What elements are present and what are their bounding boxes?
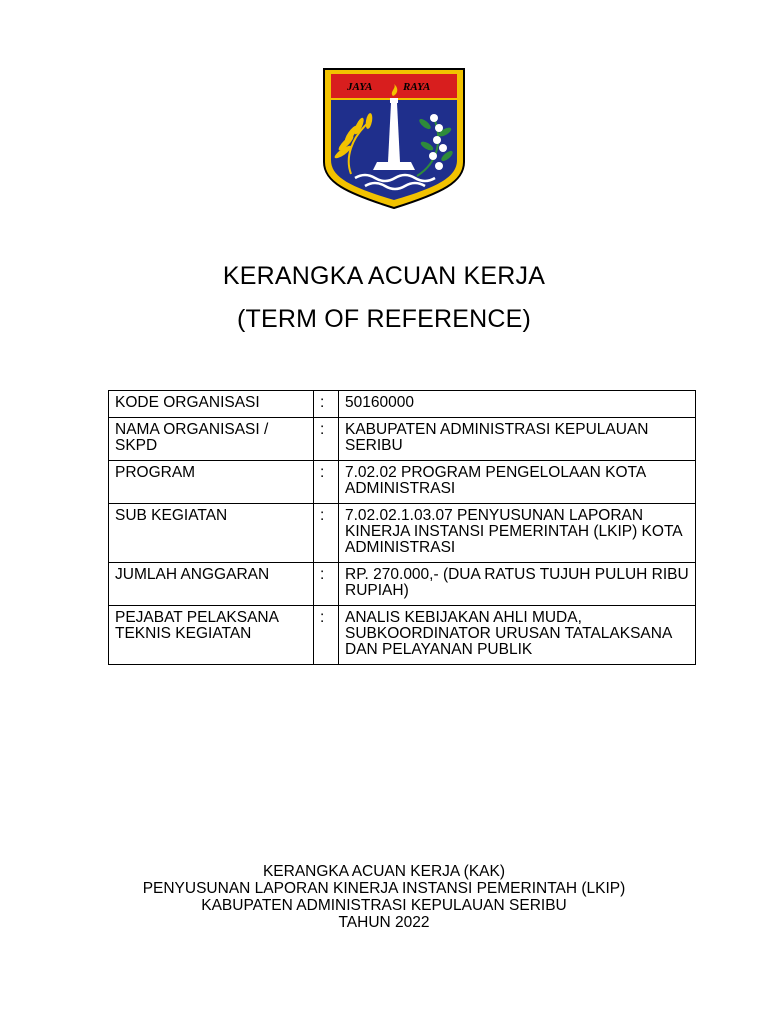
row-value: 7.02.02.1.03.07 PENYUSUNAN LAPORAN KINERJA INSTANSI PEMERINTAH (LKIP) KOTA ADMINISTRASI — [339, 504, 696, 563]
table-row — [109, 606, 696, 665]
row-label: JUMLAH ANGGARAN — [109, 563, 314, 606]
footer-line-year: TAHUN 2022 — [338, 914, 430, 931]
motto-left-text: JAYA — [347, 81, 373, 93]
table-row — [109, 391, 696, 418]
row-value: RP. 270.000,- (DUA RATUS TUJUH PULUH RIBU RUPIAH) — [339, 563, 696, 606]
document-subtitle: (TERM OF REFERENCE) — [236, 305, 532, 333]
footer-line-lkip: PENYUSUNAN LAPORAN KINERJA INSTANSI PEMERINTAH (LKIP) — [142, 880, 626, 897]
row-value: 50160000 — [339, 391, 696, 418]
footer-line-kak: KERANGKA ACUAN KERJA (KAK) — [262, 863, 506, 880]
row-separator: : — [314, 461, 339, 504]
row-value: 7.02.02 PROGRAM PENGELOLAAN KOTA ADMINISTRASI — [339, 461, 696, 504]
info-table — [108, 390, 696, 665]
footer-line-region: KABUPATEN ADMINISTRASI KEPULAUAN SERIBU — [201, 897, 567, 914]
jakarta-emblem — [321, 66, 467, 210]
document-footer — [0, 863, 768, 931]
row-separator: : — [314, 504, 339, 563]
row-value: ANALIS KEBIJAKAN AHLI MUDA, SUBKOORDINATOR URUSAN TATALAKSANA DAN PELAYANAN PUBLIK — [339, 606, 696, 665]
table-row — [109, 504, 696, 563]
row-label: PEJABAT PELAKSANA TEKNIS KEGIATAN — [109, 606, 314, 665]
row-label: PROGRAM — [109, 461, 314, 504]
row-value: KABUPATEN ADMINISTRASI KEPULAUAN SERIBU — [339, 418, 696, 461]
table-row — [109, 563, 696, 606]
row-label: SUB KEGIATAN — [109, 504, 314, 563]
row-label: NAMA ORGANISASI / SKPD — [109, 418, 314, 461]
document-title: KERANGKA ACUAN KERJA — [222, 262, 546, 290]
table-row — [109, 418, 696, 461]
row-label: KODE ORGANISASI — [109, 391, 314, 418]
table-row — [109, 461, 696, 504]
row-separator: : — [314, 391, 339, 418]
row-separator: : — [314, 563, 339, 606]
row-separator: : — [314, 606, 339, 665]
row-separator: : — [314, 418, 339, 461]
motto-right-text: RAYA — [403, 81, 431, 93]
